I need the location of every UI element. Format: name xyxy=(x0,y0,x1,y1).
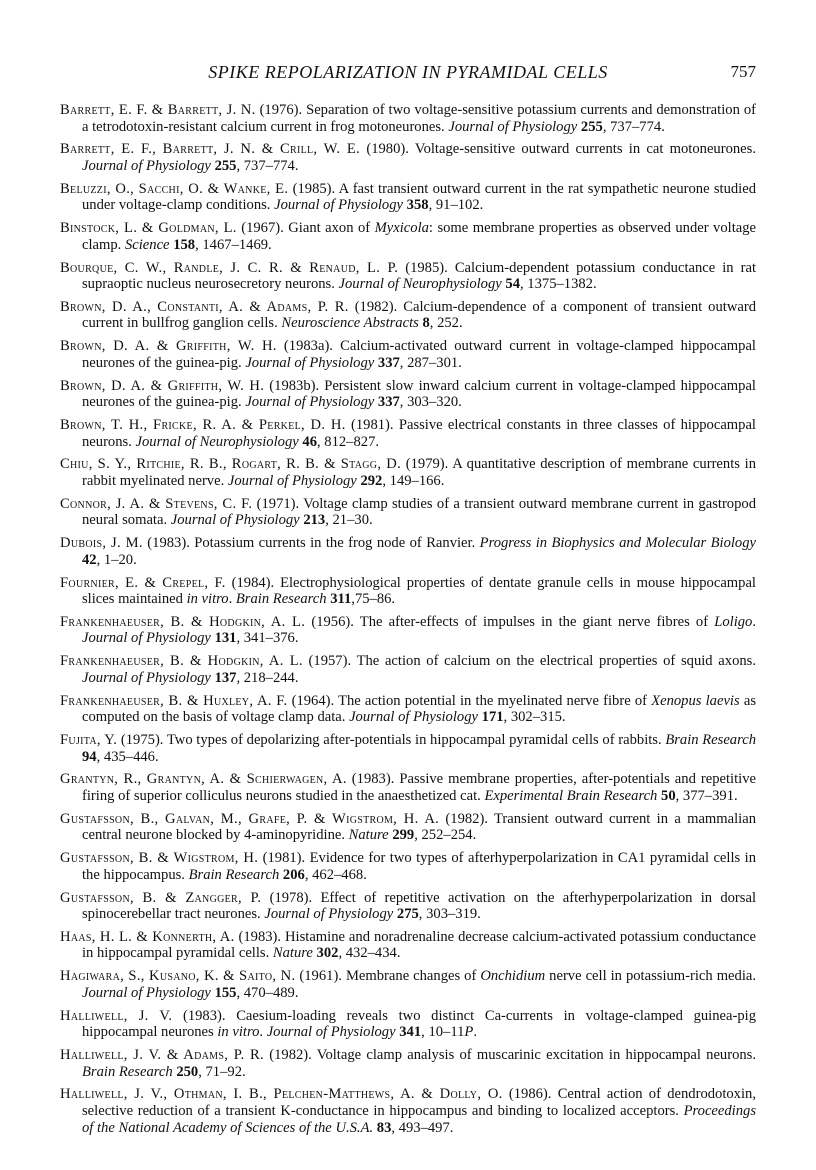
reference-item xyxy=(60,771,756,804)
reference-title-italic: in vitro xyxy=(217,1024,260,1041)
reference-title-italic: in vitro xyxy=(186,591,229,608)
reference-title: Central action of dendrodotoxin, selective reduction of a transient K-conductance in hippocampus and binding to localized acceptors. xyxy=(82,1086,756,1119)
reference-pages-italic: P xyxy=(464,1024,474,1041)
reference-journal: Journal of Physiology xyxy=(245,354,375,371)
reference-title: Evidence for two types of afterhyperpolarization in CA1 pyramidal cells in the hippocampus. xyxy=(82,850,756,883)
reference-item xyxy=(60,890,756,923)
reference-item xyxy=(60,299,756,332)
reference-pages: , 10–11 xyxy=(421,1024,465,1041)
reference-item xyxy=(60,378,756,411)
reference-year: (1983). xyxy=(234,928,285,945)
running-title: SPIKE REPOLARIZATION IN PYRAMIDAL CELLS xyxy=(208,62,608,82)
reference-journal: Journal of Physiology xyxy=(227,472,357,489)
reference-title: The action potential in the myelinated nerve fibre of xyxy=(338,692,652,709)
reference-title: Calcium-dependent potassium conductance in rat supraoptic nucleus neurosecretory neurons. xyxy=(82,259,756,293)
reference-journal: Journal of Physiology xyxy=(82,984,211,1001)
reference-item xyxy=(60,1086,756,1136)
reference-authors: Connor, J. A. & Stevens, C. F. xyxy=(60,495,253,512)
reference-volume: 337 xyxy=(377,394,400,411)
reference-journal: Nature xyxy=(272,945,313,962)
reference-title: Effect of repetitive activation on the afterhyperpolarization in dorsal spinocerebellar tract neurones. xyxy=(82,889,757,923)
reference-volume: 171 xyxy=(481,709,504,726)
reference-pages: , 377–391. xyxy=(675,787,738,804)
reference-volume: 255 xyxy=(214,157,237,174)
reference-item xyxy=(60,811,756,844)
reference-authors: Frankenhaeuser, B. & Hodgkin, A. L. xyxy=(60,653,303,670)
reference-year: (1982). xyxy=(264,1047,317,1063)
reference-journal: Proceedings of the National Academy of Sciences of the U.S.A. xyxy=(82,1102,756,1136)
reference-year: (1985). xyxy=(288,180,339,197)
reference-title: The after-effects of impulses in the giant nerve fibres of xyxy=(359,613,715,630)
reference-title: A fast transient outward current in the rat sympathetic neurone studied under voltage-clamp conditions. xyxy=(82,180,756,214)
reference-authors: Brown, T. H., Fricke, R. A. & Perkel, D. H. xyxy=(60,417,346,433)
reference-volume: 311 xyxy=(330,591,352,608)
reference-year: (1981). xyxy=(345,417,399,433)
reference-authors: Barrett, E. F. & Barrett, J. N. xyxy=(60,102,256,118)
reference-year: (1983). xyxy=(346,771,400,788)
reference-title: Calcium-dependence of a component of transient outward current in bullfrog ganglion cells. xyxy=(82,298,756,332)
reference-title-italic: Myxicola xyxy=(374,220,429,237)
reference-title: Transient outward current in a mammalian central neurone blocked by 4-aminopyridine. xyxy=(82,810,756,844)
reference-authors: Chiu, S. Y., Ritchie, R. B., Rogart, R. B. & Stagg, D. xyxy=(60,456,402,473)
reference-authors: Bourque, C. W., Randle, J. C. R. & Renaud, L. P. xyxy=(60,259,399,276)
reference-item xyxy=(60,338,756,371)
reference-pages: , 1–20. xyxy=(96,551,137,568)
reference-authors: Grantyn, R., Grantyn, A. & Schierwagen, A. xyxy=(60,771,347,788)
reference-volume: 206 xyxy=(282,866,305,883)
reference-authors: Halliwell, J. V. xyxy=(60,1007,173,1024)
reference-item xyxy=(60,220,756,253)
reference-title: Potassium currents in the frog node of Ranvier. xyxy=(194,535,480,552)
reference-pages: , 71–92. xyxy=(198,1063,246,1080)
reference-item xyxy=(60,181,756,214)
reference-year: (1983b). xyxy=(264,377,325,394)
reference-year: (1984). xyxy=(225,574,281,591)
reference-journal: Journal of Physiology xyxy=(448,118,578,135)
reference-volume: 255 xyxy=(580,118,603,135)
reference-authors: Dubois, J. M. xyxy=(60,535,143,552)
reference-title: Calcium-activated outward current in voltage-clamped hippocampal neurones of the guinea-pig. xyxy=(82,338,756,371)
reference-authors: Gustafsson, B., Galvan, M., Grafe, P. & Wigstrom, H. A. xyxy=(60,810,440,827)
reference-pages: , 341–376. xyxy=(236,630,299,647)
reference-year: (1980). xyxy=(360,141,415,158)
reference-year: (1981). xyxy=(258,850,310,867)
reference-title-rest: . xyxy=(228,591,236,608)
reference-year: (1967). xyxy=(236,220,289,237)
reference-pages: , 493–497. xyxy=(391,1119,454,1136)
reference-volume: 292 xyxy=(360,472,383,489)
reference-volume: 42 xyxy=(82,551,97,568)
reference-journal: Journal of Neurophysiology xyxy=(135,433,299,450)
reference-journal: Journal of Physiology xyxy=(274,197,404,214)
reference-year: (1983). xyxy=(172,1007,237,1024)
reference-pages: , 1467–1469. xyxy=(195,236,272,253)
reference-title: The action of calcium on the electrical properties of squid axons. xyxy=(356,653,756,670)
reference-year: (1964). xyxy=(287,692,339,709)
reference-journal: Nature xyxy=(348,827,389,844)
reference-title: Histamine and noradrenaline decrease calcium-activated potassium conductance in hippocampal pyramidal cells. xyxy=(82,928,756,962)
reference-year: (1979). xyxy=(401,456,453,473)
reference-authors: Frankenhaeuser, B. & Huxley, A. F. xyxy=(60,692,288,709)
reference-item xyxy=(60,417,756,450)
reference-volume: 54 xyxy=(505,276,520,293)
reference-item xyxy=(60,653,756,686)
reference-journal: Journal of Neurophysiology xyxy=(338,276,502,293)
reference-volume: 250 xyxy=(176,1063,199,1080)
reference-item xyxy=(60,968,756,1001)
reference-authors: Halliwell, J. V., Othman, I. B., Pelchen-Matthews, A. & Dolly, O. xyxy=(60,1086,503,1103)
reference-volume: 358 xyxy=(406,197,429,214)
reference-pages-end: . xyxy=(473,1024,477,1041)
reference-pages: , 218–244. xyxy=(236,669,299,686)
reference-authors: Gustafsson, B. & Wigstrom, H. xyxy=(60,850,259,867)
reference-volume: 337 xyxy=(377,354,400,371)
reference-journal: Journal of Physiology xyxy=(82,669,211,686)
reference-year: (1976). xyxy=(255,102,307,118)
reference-authors: Fournier, E. & Crepel, F. xyxy=(60,574,226,591)
reference-volume: 137 xyxy=(214,669,237,686)
reference-authors: Barrett, E. F., Barrett, J. N. & Crill, W. E. xyxy=(60,141,361,158)
reference-item xyxy=(60,732,756,765)
reference-authors: Halliwell, J. V. & Adams, P. R. xyxy=(60,1047,264,1063)
reference-list xyxy=(60,102,756,1136)
reference-journal: Journal of Physiology xyxy=(264,906,394,923)
reference-volume: 341 xyxy=(399,1024,422,1041)
reference-title: Separation of two voltage-sensitive potassium currents and demonstration of a tetrodotoxin-resistant calcium current in frog motoneurones. xyxy=(82,102,756,135)
reference-volume: 299 xyxy=(392,827,415,844)
reference-pages: , 462–468. xyxy=(304,866,367,883)
reference-journal: Experimental Brain Research xyxy=(484,787,658,804)
reference-pages: , 252. xyxy=(429,315,463,332)
reference-pages: , 435–446. xyxy=(96,748,159,765)
reference-pages: , 91–102. xyxy=(428,197,484,214)
reference-year: (1982). xyxy=(439,810,495,827)
reference-title-italic: Onchidium xyxy=(480,968,546,985)
reference-authors: Brown, D. A. & Griffith, W. H. xyxy=(60,377,265,394)
journal-page xyxy=(60,62,756,1142)
page-header xyxy=(60,62,756,88)
reference-authors: Brown, D. A. & Griffith, W. H. xyxy=(60,338,277,355)
reference-item xyxy=(60,535,756,568)
reference-year: (1961). xyxy=(295,968,346,985)
reference-title: Persistent slow inward calcium current in voltage-clamped hippocampal neurones of the guinea-pig. xyxy=(82,377,756,411)
reference-year: (1975). xyxy=(117,732,167,748)
reference-pages: , 1375–1382. xyxy=(520,276,597,293)
reference-pages: , 21–30. xyxy=(325,512,373,529)
reference-pages: , 303–319. xyxy=(418,906,481,923)
reference-title: Membrane changes of xyxy=(345,968,481,985)
reference-item xyxy=(60,496,756,529)
reference-title: Passive membrane properties, after-potentials and repetitive firing of superior colliculus neurons studied in the anaesthetized cat. xyxy=(82,771,756,804)
reference-title-rest: . xyxy=(259,1024,267,1041)
reference-title-rest: : some membrane properties as observed under voltage clamp. xyxy=(82,220,757,253)
reference-year: (1957). xyxy=(302,653,357,670)
reference-title: Voltage clamp studies of a transient outward membrane current in gastropod neural somata. xyxy=(82,495,756,529)
reference-journal: Science xyxy=(124,236,170,253)
reference-title: Electrophysiological properties of dentate granule cells in mouse hippocampal slices maintained xyxy=(82,574,756,608)
reference-pages: ,75–86. xyxy=(351,591,396,608)
reference-pages: , 252–254. xyxy=(414,827,477,844)
reference-journal: Journal of Physiology xyxy=(266,1024,396,1041)
reference-title: Voltage clamp analysis of muscarinic excitation in hippocampal neurons. xyxy=(316,1047,756,1063)
reference-item xyxy=(60,141,756,174)
reference-pages: , 737–774. xyxy=(236,157,299,174)
reference-journal: Journal of Physiology xyxy=(245,394,375,411)
reference-authors: Beluzzi, O., Sacchi, O. & Wanke, E. xyxy=(60,180,289,197)
reference-year: (1971). xyxy=(252,495,304,512)
reference-year: (1983a). xyxy=(276,338,341,355)
reference-pages: , 303–320. xyxy=(399,394,462,411)
reference-journal: Brain Research xyxy=(235,591,327,608)
reference-volume: 94 xyxy=(82,748,97,765)
reference-year: (1956). xyxy=(305,613,360,630)
reference-item xyxy=(60,693,756,726)
reference-pages: , 812–827. xyxy=(316,433,380,450)
reference-volume: 213 xyxy=(303,512,326,529)
reference-title: Two types of depolarizing after-potentials in hippocampal pyramidal cells of rabbits. xyxy=(166,732,666,748)
reference-item xyxy=(60,929,756,962)
reference-pages: , 432–434. xyxy=(338,945,401,962)
reference-year: (1978). xyxy=(261,889,321,906)
reference-year: (1983). xyxy=(142,535,195,552)
reference-journal: Journal of Physiology xyxy=(349,709,478,726)
reference-pages: , 302–315. xyxy=(503,709,566,726)
reference-item xyxy=(60,1008,756,1041)
reference-volume: 302 xyxy=(316,945,339,962)
reference-authors: Binstock, L. & Goldman, L. xyxy=(60,220,237,237)
reference-journal: Journal of Physiology xyxy=(82,630,211,647)
reference-title: Caesium-loading reveals two distinct Ca-currents in voltage-clamped guinea-pig hippocampal neurones xyxy=(82,1007,756,1041)
reference-pages: , 737–774. xyxy=(602,118,665,135)
reference-pages: , 149–166. xyxy=(382,472,445,489)
reference-journal: Brain Research xyxy=(665,732,757,748)
reference-pages: , 287–301. xyxy=(399,354,462,371)
reference-title: Passive electrical constants in three classes of hippocampal neurons. xyxy=(82,417,756,450)
reference-volume: 50 xyxy=(661,787,676,804)
reference-title: A quantitative description of membrane currents in rabbit myelinated nerve. xyxy=(82,456,756,489)
reference-title-rest: nerve cell in potassium-rich media. xyxy=(545,968,756,985)
reference-authors: Brown, D. A., Constanti, A. & Adams, P. R. xyxy=(60,298,349,315)
reference-title: Giant axon of xyxy=(288,220,375,237)
reference-authors: Frankenhaeuser, B. & Hodgkin, A. L. xyxy=(60,613,306,630)
reference-item xyxy=(60,614,756,647)
reference-title-italic: Loligo xyxy=(714,613,753,630)
reference-year: (1982). xyxy=(348,298,404,315)
reference-journal: Brain Research xyxy=(188,866,280,883)
reference-journal: Journal of Physiology xyxy=(82,157,211,174)
reference-title-italic: Xenopus laevis xyxy=(651,692,740,709)
reference-journal: Brain Research xyxy=(82,1063,173,1080)
reference-pages: , 470–489. xyxy=(236,984,299,1001)
reference-item xyxy=(60,850,756,883)
reference-volume: 8 xyxy=(422,315,430,332)
reference-authors: Haas, H. L. & Konnerth, A. xyxy=(60,928,235,945)
reference-item xyxy=(60,456,756,489)
reference-item xyxy=(60,575,756,608)
reference-title: Voltage-sensitive outward currents in cat motoneurones. xyxy=(414,141,756,158)
reference-authors: Gustafsson, B. & Zangger, P. xyxy=(60,889,262,906)
reference-journal: Progress in Biophysics and Molecular Biology xyxy=(479,535,756,552)
reference-authors: Hagiwara, S., Kusano, K. & Saito, N. xyxy=(60,968,296,985)
reference-title-rest: as computed on the basis of voltage clamp data. xyxy=(82,692,757,726)
reference-year: (1985). xyxy=(398,259,455,276)
reference-year: (1986). xyxy=(502,1086,558,1103)
reference-volume: 155 xyxy=(214,984,237,1001)
reference-volume: 158 xyxy=(173,236,196,253)
reference-volume: 275 xyxy=(396,906,419,923)
reference-item xyxy=(60,1047,756,1080)
reference-journal: Neuroscience Abstracts xyxy=(281,315,419,332)
reference-journal: Journal of Physiology xyxy=(170,512,300,529)
reference-item xyxy=(60,102,756,135)
reference-volume: 83 xyxy=(376,1119,392,1136)
reference-title-rest: . xyxy=(752,613,757,630)
reference-authors: Fujita, Y. xyxy=(60,732,118,748)
page-number: 757 xyxy=(730,62,756,81)
reference-volume: 46 xyxy=(302,433,317,450)
reference-item xyxy=(60,260,756,293)
reference-volume: 131 xyxy=(214,630,237,647)
